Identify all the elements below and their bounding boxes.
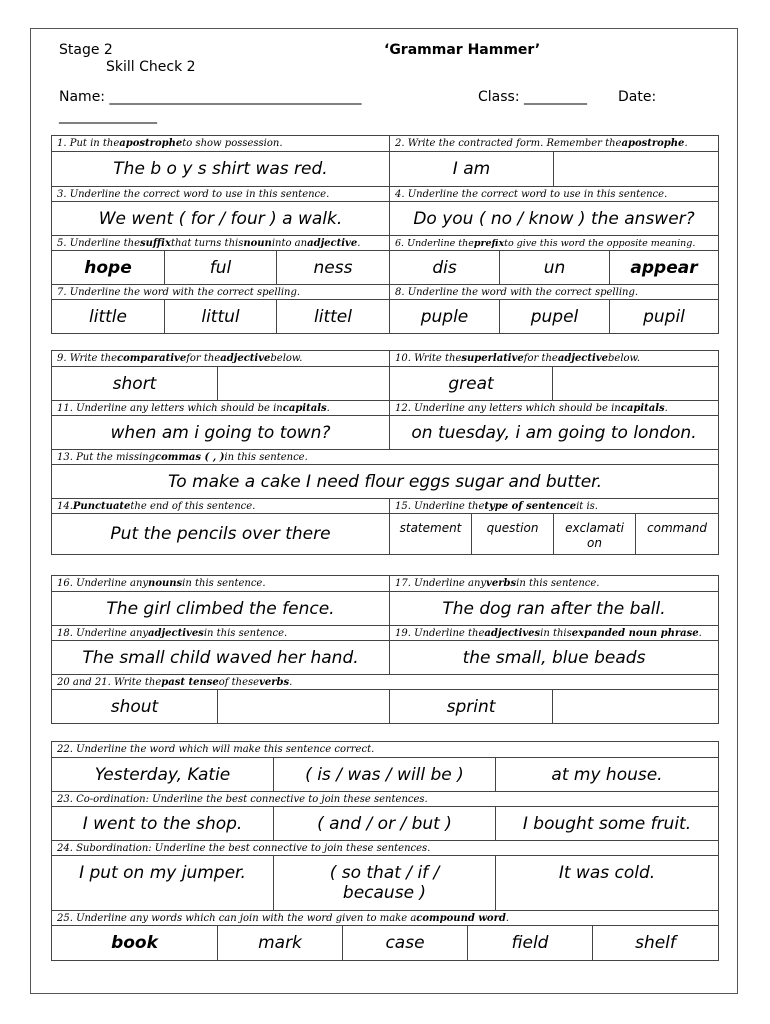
q9-word: short [112,373,157,394]
class-field-row[interactable] [478,89,587,106]
q25-instruction: 25. Underline any words which can join with the word given to make a compound word . [57,912,510,924]
q22-part-start: Yesterday, Katie [94,764,231,785]
name-label: Name: [59,89,106,105]
q8-option-pupil[interactable]: pupil [609,300,718,333]
q9-instruction: 9. Write the comparative for the adjective below. [57,353,303,364]
q18-sentence[interactable]: The small child waved her hand. [82,647,359,668]
q2-answer-box[interactable] [553,152,718,186]
q25-option-field[interactable]: field [467,926,592,960]
q23-sentence-1: I went to the shop. [82,813,243,834]
q6-instruction: 6. Underline the prefix to give this word the opposite meaning. [389,236,718,250]
q23-choices[interactable]: ( and / or / but ) [273,807,495,840]
q24-sentence-1: I put on my jumper. [79,863,246,883]
q25-word-book: book [111,933,158,953]
q12-sentence[interactable]: on tuesday, i am going to london. [389,416,718,449]
q17-sentence[interactable]: The dog ran after the ball. [389,592,718,625]
page-title: ‘Grammar Hammer’ [384,42,541,58]
q3-sentence[interactable]: We went ( for / four ) a walk. [98,208,343,229]
q24-choices[interactable]: ( so that / if / because ) [273,856,495,910]
q21-verb: sprint [389,690,552,723]
q3-instruction: 3. Underline the correct word to use in this sentence. [57,188,330,200]
stage-label: Stage 2 [59,42,113,58]
class-line[interactable]: _________ [524,89,588,105]
q16-instruction: 16. Underline any nouns in this sentence. [57,578,266,589]
q17-instruction: 17. Underline any verbs in this sentence. [389,576,718,591]
q14-sentence[interactable]: Put the pencils over there [110,524,331,544]
q2-instruction: 2. Write the contracted form. Remember the apostrophe . [389,136,718,151]
q8-option-puple[interactable]: puple [389,300,499,333]
q24-instruction: 24. Subordination: Underline the best connective to join these sentences. [57,842,431,854]
q20-21-instruction: 20 and 21. Write the past tense of these verbs . [57,676,293,688]
q25-option-case[interactable]: case [342,926,467,960]
section-1 [51,135,719,334]
section-4 [51,741,719,961]
q22-instruction: 22. Underline the word which will make this sentence correct. [57,744,375,755]
q5-option-ness[interactable]: ness [276,251,389,284]
skill-check-label: Skill Check 2 [106,59,196,75]
q15-option-exclamation[interactable]: exclamati on [553,514,635,554]
q9-answer-box[interactable] [217,367,389,400]
q1-instruction: 1. Put in the apostrophe to show possession. [57,138,283,149]
q22-part-end: at my house. [495,758,718,791]
q6-option-un[interactable]: un [499,251,609,284]
q4-instruction: 4. Underline the correct word to use in this sentence. [389,187,718,201]
date-label: Date: [618,89,657,105]
q23-sentence-2: I bought some fruit. [495,807,718,840]
q15-option-statement[interactable]: statement [389,514,471,554]
q1-answer-sentence[interactable]: The b o y s shirt was red. [113,159,328,179]
q8-instruction: 8. Underline the word with the correct spelling. [389,285,718,299]
q7-instruction: 7. Underline the word with the correct spelling. [57,286,301,298]
q10-word: great [389,367,552,400]
q25-option-shelf[interactable]: shelf [592,926,718,960]
q8-option-pupel[interactable]: pupel [499,300,609,333]
section-2 [51,350,719,555]
q12-instruction: 12. Underline any letters which should be in capitals . [389,401,718,415]
class-label: Class: [478,89,520,105]
q20-answer-box[interactable] [217,690,389,723]
q5-instruction: 5. Underline the suffix that turns this noun into an adjective . [57,237,361,249]
q21-answer-box[interactable] [552,690,718,723]
q13-sentence[interactable]: To make a cake I need flour eggs sugar and butter. [167,471,603,492]
section-3 [51,575,719,724]
q19-phrase[interactable]: the small, blue beads [389,641,718,674]
q14-instruction: 14. Punctuate the end of this sentence. [57,500,256,512]
q11-sentence[interactable]: when am i going to town? [110,422,331,443]
q10-instruction: 10. Write the superlative for the adjective below. [389,351,718,366]
q20-verb: shout [110,696,159,717]
q13-instruction: 13. Put the missing commas ( , ) in this sentence. [57,451,308,463]
q15-option-command[interactable]: command [635,514,718,554]
q6-option-dis[interactable]: dis [389,251,499,284]
q19-instruction: 19. Underline the adjectives in this expanded noun phrase . [389,626,718,640]
q5-option-ful[interactable]: ful [164,251,276,284]
q15-instruction: 15. Underline the type of sentence it is. [389,499,718,513]
q7-option-littel[interactable]: littel [276,300,389,333]
q23-instruction: 23. Co-ordination: Underline the best connective to join these sentences. [57,793,428,805]
q11-instruction: 11. Underline any letters which should be in capitals . [57,402,330,414]
q18-instruction: 18. Underline any adjectives in this sentence. [57,627,288,639]
q22-choices[interactable]: ( is / was / will be ) [273,758,495,791]
q7-option-little[interactable]: little [89,306,127,327]
q24-sentence-2: It was cold. [495,856,718,910]
q7-option-littul[interactable]: littul [164,300,276,333]
q4-sentence[interactable]: Do you ( no / know ) the answer? [389,202,718,235]
q6-option-appear[interactable]: appear [609,251,718,284]
name-field-row[interactable] [59,89,361,106]
q10-answer-box[interactable] [552,367,718,400]
name-line-continued[interactable]: ______________ [59,108,157,124]
q16-sentence[interactable]: The girl climbed the fence. [106,598,335,619]
name-line[interactable]: ____________________________________ [109,89,362,105]
q2-words: I am [389,152,553,186]
q5-option-hope[interactable]: hope [84,257,132,278]
q25-option-mark[interactable]: mark [217,926,342,960]
q15-option-question[interactable]: question [471,514,553,554]
